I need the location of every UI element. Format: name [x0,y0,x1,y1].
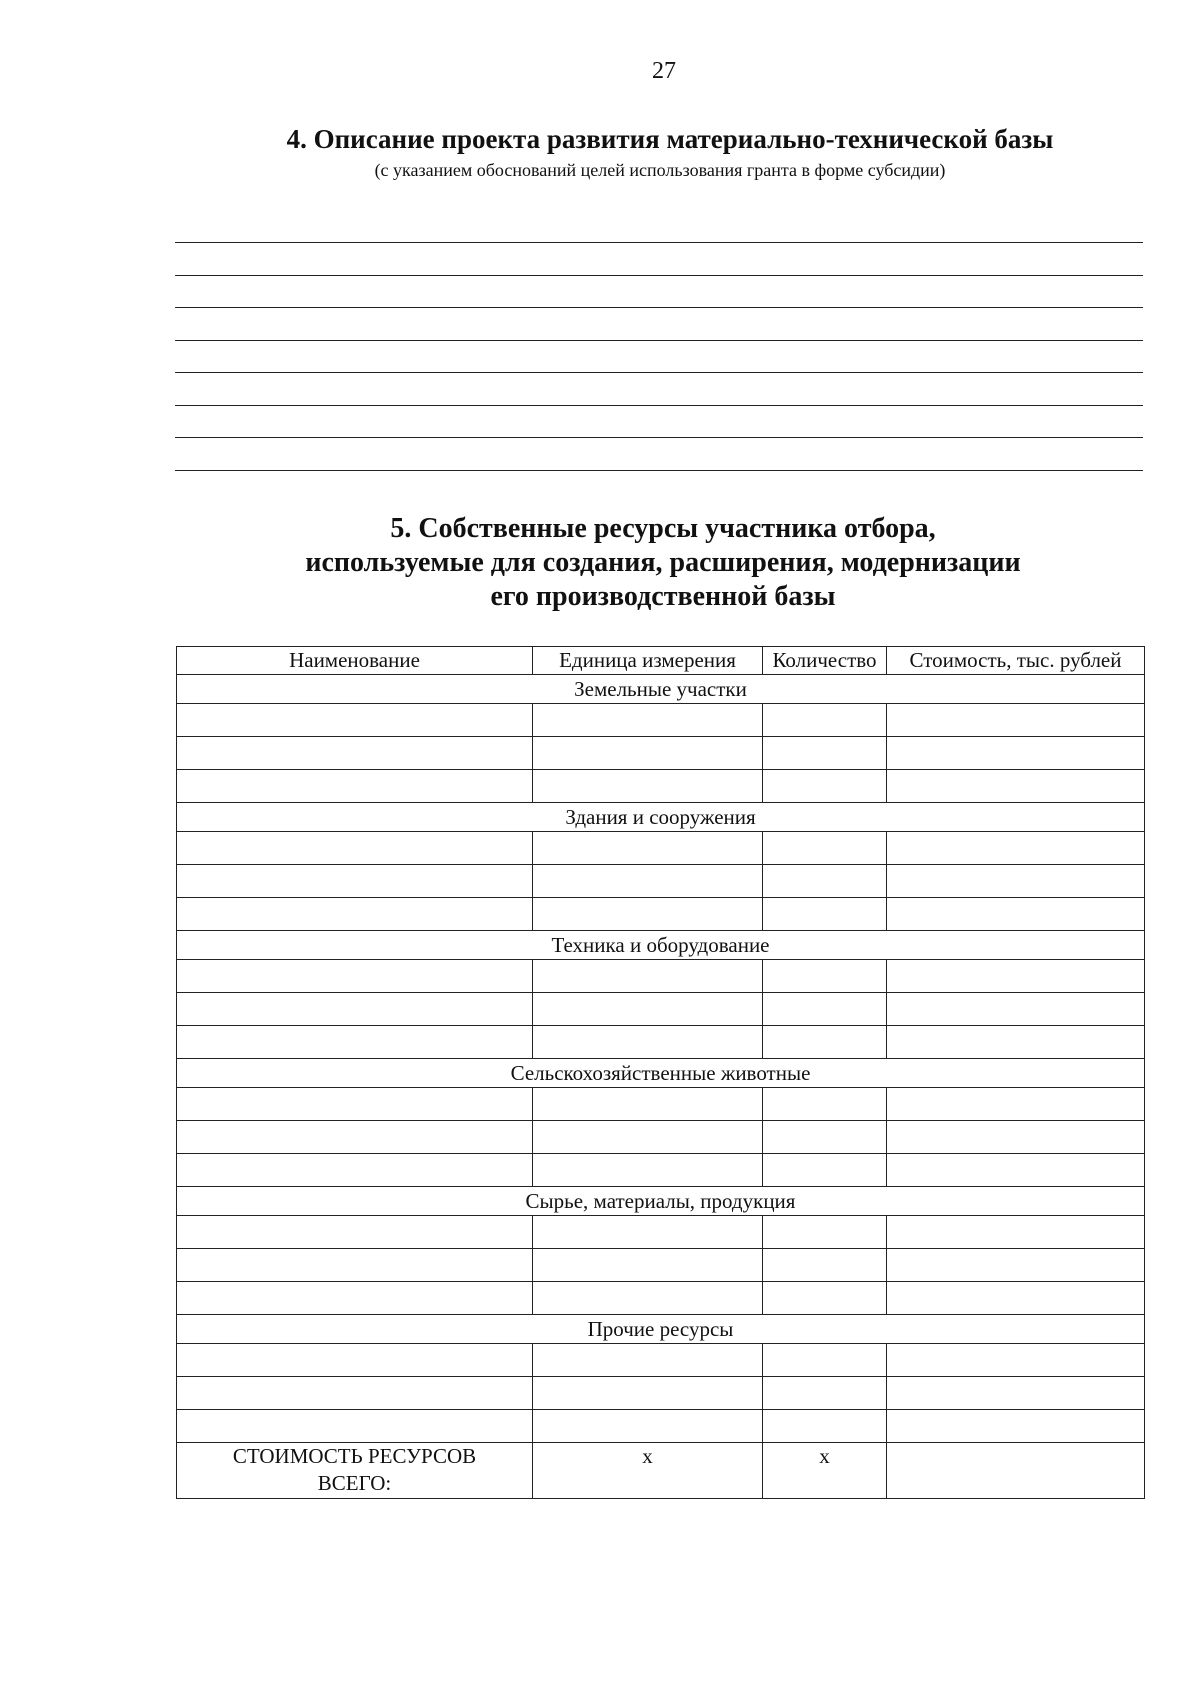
blank-line[interactable] [175,275,1143,276]
cell-name[interactable] [177,1410,533,1443]
blank-line[interactable] [175,307,1143,308]
section-5-title-line-2: используемые для создания, расширения, модернизации [305,547,1021,578]
cell-unit[interactable] [533,1249,763,1282]
cell-unit[interactable] [533,1154,763,1187]
cell-name[interactable] [177,865,533,898]
cell-name[interactable] [177,1344,533,1377]
cell-unit[interactable] [533,1088,763,1121]
table-header-row [177,647,1145,675]
cell-quantity[interactable] [763,1088,887,1121]
table-row [177,993,1145,1026]
cell-unit[interactable] [533,832,763,865]
cell-quantity[interactable] [763,1154,887,1187]
header-unit: Единица измерения [533,647,763,675]
cell-cost[interactable] [887,865,1145,898]
table-row [177,1410,1145,1443]
cell-quantity[interactable] [763,1121,887,1154]
blank-line[interactable] [175,340,1143,341]
cell-unit[interactable] [533,704,763,737]
section-row-materials [177,1187,1145,1216]
cell-cost[interactable] [887,960,1145,993]
total-quantity: х [763,1443,887,1499]
cell-name[interactable] [177,737,533,770]
cell-cost[interactable] [887,1249,1145,1282]
cell-name[interactable] [177,832,533,865]
cell-quantity[interactable] [763,898,887,931]
cell-quantity[interactable] [763,960,887,993]
cell-unit[interactable] [533,865,763,898]
cell-name[interactable] [177,993,533,1026]
blank-line[interactable] [175,470,1143,471]
cell-quantity[interactable] [763,1282,887,1315]
total-cost[interactable] [887,1443,1145,1499]
section-5-title [0,512,1200,614]
cell-cost[interactable] [887,737,1145,770]
cell-quantity[interactable] [763,832,887,865]
cell-name[interactable] [177,1377,533,1410]
total-unit: х [533,1443,763,1499]
section-5-title-line-3: его производственной базы [490,581,836,612]
cell-cost[interactable] [887,1282,1145,1315]
cell-unit[interactable] [533,1377,763,1410]
cell-quantity[interactable] [763,865,887,898]
cell-name[interactable] [177,770,533,803]
table-row [177,1249,1145,1282]
cell-quantity[interactable] [763,1377,887,1410]
cell-unit[interactable] [533,770,763,803]
cell-unit[interactable] [533,1282,763,1315]
cell-cost[interactable] [887,704,1145,737]
section-row-equipment [177,931,1145,960]
cell-quantity[interactable] [763,1026,887,1059]
cell-unit[interactable] [533,1216,763,1249]
cell-name[interactable] [177,1249,533,1282]
cell-name[interactable] [177,1088,533,1121]
cell-cost[interactable] [887,1216,1145,1249]
cell-cost[interactable] [887,1121,1145,1154]
cell-quantity[interactable] [763,770,887,803]
section-label: Земельные участки [177,675,1145,704]
table-row [177,1344,1145,1377]
cell-name[interactable] [177,1026,533,1059]
cell-name[interactable] [177,1121,533,1154]
section-label: Здания и сооружения [177,803,1145,832]
table-row [177,1377,1145,1410]
header-cost: Стоимость, тыс. рублей [887,647,1145,675]
header-quantity: Количество [763,647,887,675]
description-blank-lines [175,242,1143,502]
section-label: Сельскохозяйственные животные [177,1059,1145,1088]
cell-cost[interactable] [887,898,1145,931]
cell-name[interactable] [177,960,533,993]
table-row [177,1026,1145,1059]
cell-quantity[interactable] [763,1216,887,1249]
table-row [177,1154,1145,1187]
cell-name[interactable] [177,898,533,931]
table-row [177,737,1145,770]
table-row [177,704,1145,737]
cell-cost[interactable] [887,1154,1145,1187]
cell-unit[interactable] [533,960,763,993]
section-row-land [177,675,1145,704]
cell-quantity[interactable] [763,993,887,1026]
total-label [177,1443,533,1499]
cell-cost[interactable] [887,1410,1145,1443]
page-number: 27 [652,58,676,84]
table-row [177,1216,1145,1249]
cell-cost[interactable] [887,1377,1145,1410]
cell-unit[interactable] [533,1344,763,1377]
table-row [177,1088,1145,1121]
cell-quantity[interactable] [763,1249,887,1282]
table-row [177,960,1145,993]
cell-quantity[interactable] [763,704,887,737]
cell-cost[interactable] [887,832,1145,865]
header-name: Наименование [177,647,533,675]
cell-cost[interactable] [887,1088,1145,1121]
section-4-subtitle: (с указанием обоснований целей использования гранта в форме субсидии) [374,160,946,180]
cell-name[interactable] [177,1282,533,1315]
cell-cost[interactable] [887,770,1145,803]
cell-name[interactable] [177,1216,533,1249]
blank-line[interactable] [175,372,1143,373]
cell-name[interactable] [177,1154,533,1187]
total-label-line-1: СТОИМОСТЬ РЕСУРСОВ [232,1444,477,1468]
table-row [177,770,1145,803]
cell-name[interactable] [177,704,533,737]
table-row [177,832,1145,865]
table-row [177,898,1145,931]
section-4-title: 4. Описание проекта развития материально-технической базы [286,124,1054,154]
cell-quantity[interactable] [763,1344,887,1377]
table-row [177,865,1145,898]
blank-line[interactable] [175,437,1143,438]
total-row [177,1443,1145,1499]
section-5-title-line-1: 5. Собственные ресурсы участника отбора, [390,513,936,544]
cell-unit[interactable] [533,737,763,770]
table-row [177,1121,1145,1154]
section-row-animals [177,1059,1145,1088]
table-row [177,1282,1145,1315]
section-label: Сырье, материалы, продукция [177,1187,1145,1216]
section-label: Прочие ресурсы [177,1315,1145,1344]
cell-unit[interactable] [533,1026,763,1059]
blank-line[interactable] [175,405,1143,406]
total-label-line-2: ВСЕГО: [317,1471,392,1495]
cell-quantity[interactable] [763,1410,887,1443]
cell-unit[interactable] [533,1410,763,1443]
section-row-other [177,1315,1145,1344]
section-label: Техника и оборудование [177,931,1145,960]
section-row-buildings [177,803,1145,832]
cell-unit[interactable] [533,898,763,931]
cell-unit[interactable] [533,993,763,1026]
cell-unit[interactable] [533,1121,763,1154]
cell-cost[interactable] [887,1344,1145,1377]
cell-quantity[interactable] [763,737,887,770]
resources-table [176,646,1145,1499]
cell-cost[interactable] [887,1026,1145,1059]
cell-cost[interactable] [887,993,1145,1026]
blank-line[interactable] [175,242,1143,243]
